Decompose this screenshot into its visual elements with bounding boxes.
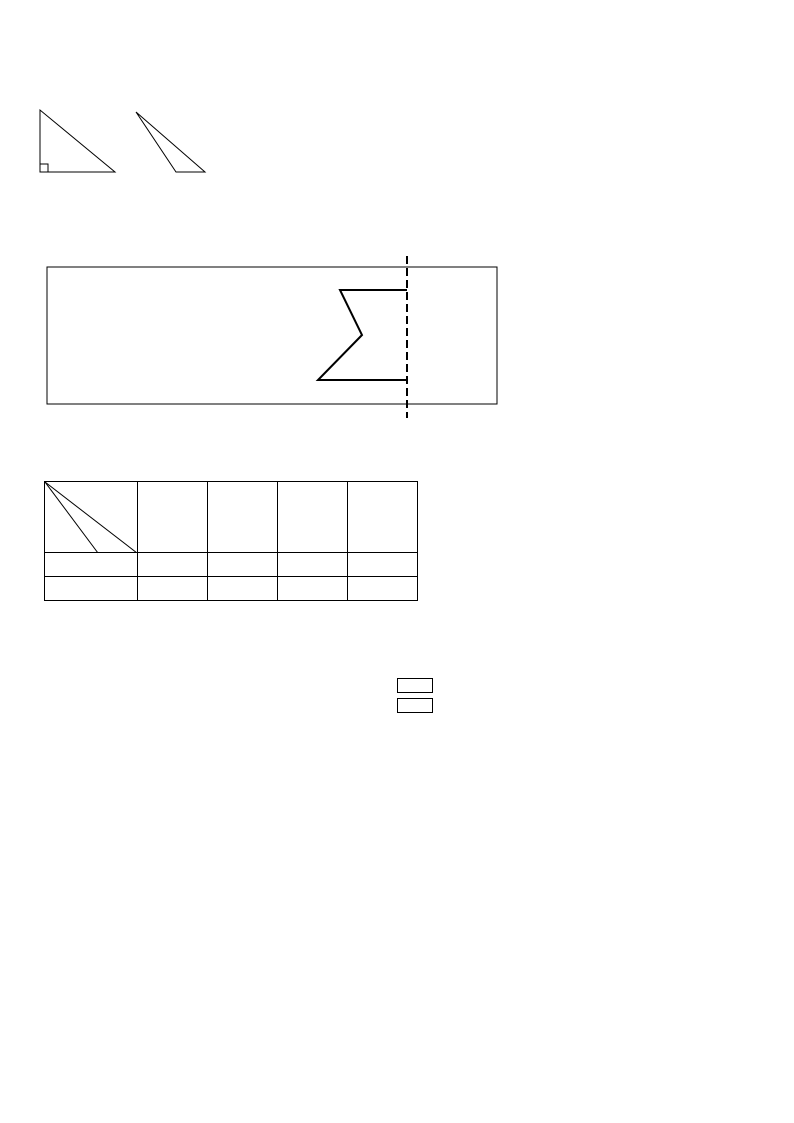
corner-diagonals	[45, 482, 137, 553]
grid-paper	[40, 256, 510, 421]
sports-data-table	[44, 481, 418, 601]
obtuse-triangle	[136, 112, 205, 172]
column-header	[208, 482, 278, 553]
right-triangle	[40, 110, 115, 172]
table-cell	[208, 553, 278, 577]
table-cell	[278, 577, 348, 601]
triangles-figure	[30, 104, 230, 194]
table-cell	[138, 577, 208, 601]
bar-chart-grid	[30, 654, 450, 854]
table-cell	[348, 553, 418, 577]
half-figure	[318, 290, 407, 380]
grid-border	[47, 267, 497, 404]
table-cell	[348, 577, 418, 601]
legend-swatch-boys	[397, 678, 433, 693]
row-label-boys	[45, 553, 138, 577]
row-label-girls	[45, 577, 138, 601]
table-cell	[138, 553, 208, 577]
table-cell	[278, 553, 348, 577]
table-cell	[208, 577, 278, 601]
column-header	[348, 482, 418, 553]
table-header-corner	[45, 482, 138, 553]
legend-swatch-girls	[397, 698, 433, 713]
column-header	[278, 482, 348, 553]
column-header	[138, 482, 208, 553]
